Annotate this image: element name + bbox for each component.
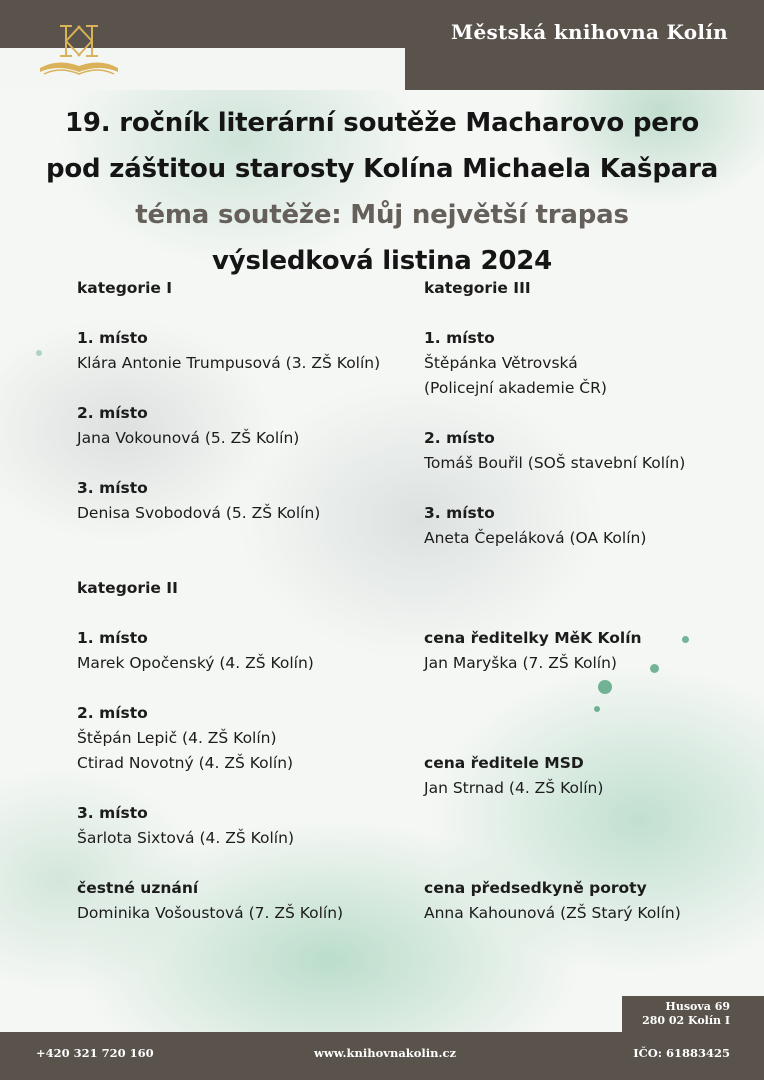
prize-label: cena předsedkyně poroty bbox=[424, 879, 647, 897]
paint-dot bbox=[650, 664, 659, 673]
footer-address bbox=[642, 1000, 730, 1028]
winner-name: Jana Vokounová (5. ZŠ Kolín) bbox=[77, 429, 300, 447]
paint-dot bbox=[594, 706, 600, 712]
honorable-mention-label: čestné uznání bbox=[77, 879, 199, 897]
winner-name: Denisa Svobodová (5. ZŠ Kolín) bbox=[77, 504, 321, 522]
place-label: 1. místo bbox=[77, 629, 148, 647]
footer-website-link[interactable]: www.knihovnakolin.cz bbox=[314, 1046, 457, 1060]
address-street: Husova 69 bbox=[665, 1000, 730, 1013]
winner-name: Jan Maryška (7. ZŠ Kolín) bbox=[424, 654, 617, 672]
title-line-2: pod záštitou starosty Kolína Michaela Kašpara bbox=[45, 154, 719, 184]
title-line-1: 19. ročník literární soutěže Macharovo pero bbox=[64, 108, 699, 138]
place-label: 3. místo bbox=[77, 804, 148, 822]
winner-name: Klára Antonie Trumpusová (3. ZŠ Kolín) bbox=[77, 354, 381, 372]
address-city: 280 02 Kolín I bbox=[642, 1014, 730, 1027]
winner-name: Jan Strnad (4. ZŠ Kolín) bbox=[424, 779, 604, 797]
winner-name: Dominika Vošoustová (7. ZŠ Kolín) bbox=[77, 904, 344, 922]
paint-dot bbox=[682, 636, 689, 643]
title-block bbox=[0, 100, 764, 284]
library-name: Městská knihovna Kolín bbox=[451, 20, 728, 44]
winner-school: (Policejní akademie ČR) bbox=[424, 379, 607, 397]
place-label: 2. místo bbox=[77, 404, 148, 422]
results-title: výsledková listina 2024 bbox=[211, 246, 553, 276]
footer-ico: IČO: 61883425 bbox=[633, 1046, 730, 1060]
theme-line: téma soutěže: Můj největší trapas bbox=[135, 200, 629, 230]
place-label: 3. místo bbox=[77, 479, 148, 497]
winner-name: Aneta Čepeláková (OA Kolín) bbox=[424, 529, 647, 547]
category-2-heading: kategorie II bbox=[77, 579, 178, 597]
paint-dot bbox=[598, 680, 612, 694]
library-logo-icon bbox=[36, 20, 122, 78]
winner-name: Ctirad Novotný (4. ZŠ Kolín) bbox=[77, 754, 294, 772]
winner-name: Marek Opočenský (4. ZŠ Kolín) bbox=[77, 654, 314, 672]
category-1-heading: kategorie I bbox=[77, 279, 173, 297]
winner-name: Štěpán Lepič (4. ZŠ Kolín) bbox=[77, 729, 277, 747]
place-label: 2. místo bbox=[424, 429, 495, 447]
winner-name: Šarlota Sixtová (4. ZŠ Kolín) bbox=[77, 829, 294, 847]
winner-name: Tomáš Bouřil (SOŠ stavební Kolín) bbox=[424, 454, 686, 472]
place-label: 3. místo bbox=[424, 504, 495, 522]
paint-dot bbox=[36, 350, 42, 356]
prize-label: cena ředitelky MěK Kolín bbox=[424, 629, 642, 647]
place-label: 1. místo bbox=[424, 329, 495, 347]
category-3-heading: kategorie III bbox=[424, 279, 531, 297]
place-label: 2. místo bbox=[77, 704, 148, 722]
winner-name: Štěpánka Větrovská bbox=[424, 354, 578, 372]
footer-phone: +420 321 720 160 bbox=[36, 1046, 154, 1060]
place-label: 1. místo bbox=[77, 329, 148, 347]
prize-label: cena ředitele MSD bbox=[424, 754, 584, 772]
winner-name: Anna Kahounová (ZŠ Starý Kolín) bbox=[424, 904, 681, 922]
